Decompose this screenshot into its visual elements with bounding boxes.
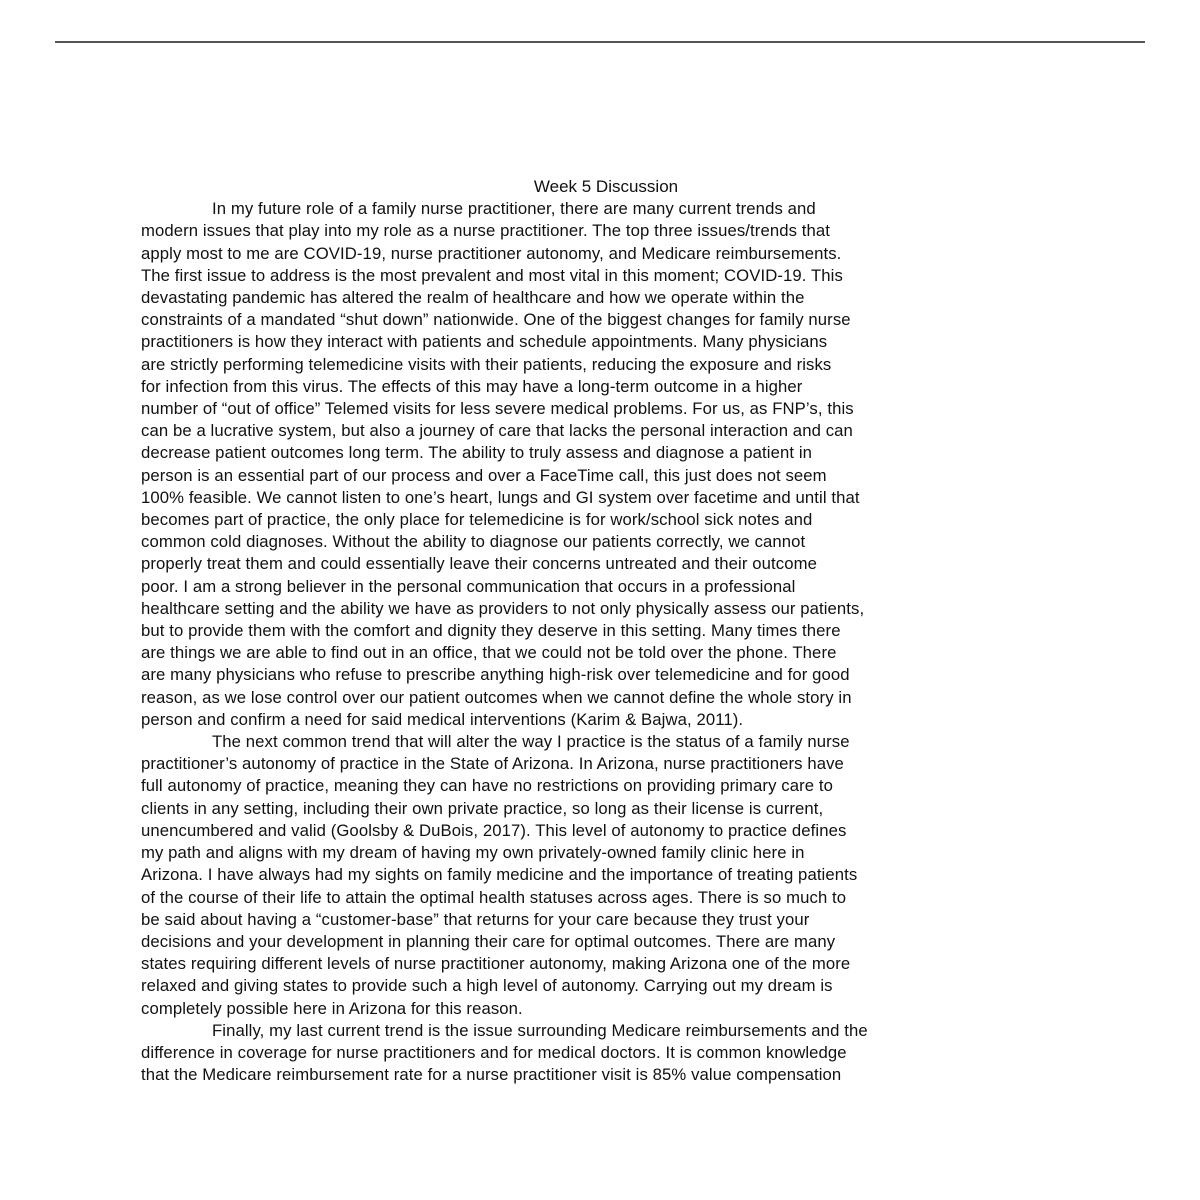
paragraph-line: person is an essential part of our process and over a FaceTime call, this just does not seem bbox=[141, 465, 827, 485]
paragraph-line: Arizona. I have always had my sights on family medicine and the importance of treating patients bbox=[141, 865, 858, 885]
paragraph-line: difference in coverage for nurse practitioners and for medical doctors. It is common knowledge bbox=[141, 1042, 847, 1062]
document-body bbox=[141, 176, 1071, 1086]
paragraph-line: number of “out of office” Telemed visits for less severe medical problems. For us, as FNP’s, this bbox=[141, 399, 854, 419]
paragraph-line: my path and aligns with my dream of having my own privately-owned family clinic here in bbox=[141, 843, 805, 863]
paragraph-line: that the Medicare reimbursement rate for a nurse practitioner visit is 85% value compensation bbox=[141, 1065, 842, 1085]
paragraph-line: for infection from this virus. The effects of this may have a long-term outcome in a higher bbox=[141, 376, 803, 396]
paragraph-2 bbox=[141, 731, 1071, 1020]
paragraph-line: are many physicians who refuse to prescribe anything high-risk over telemedicine and for good bbox=[141, 665, 850, 685]
paragraph-line: full autonomy of practice, meaning they can have no restrictions on providing primary care to bbox=[141, 776, 833, 796]
paragraph-line: of the course of their life to attain the optimal health statuses across ages. There is so much to bbox=[141, 887, 847, 907]
paragraph-line: are things we are able to find out in an office, that we could not be told over the phone. There bbox=[141, 643, 837, 663]
paragraph-line: 100% feasible. We cannot listen to one’s heart, lungs and GI system over facetime and until that bbox=[141, 487, 860, 507]
paragraph-line: decisions and your development in planning their care for optimal outcomes. There are many bbox=[141, 931, 836, 951]
paragraph-line: The first issue to address is the most prevalent and most vital in this moment; COVID-19. This bbox=[141, 265, 843, 285]
paragraph-container bbox=[141, 198, 1071, 1086]
paragraph-line: common cold diagnoses. Without the ability to diagnose our patients correctly, we cannot bbox=[141, 532, 806, 552]
page-top-rule bbox=[55, 41, 1145, 43]
paragraph-line: completely possible here in Arizona for this reason. bbox=[141, 998, 523, 1018]
paragraph-line: be said about having a “customer-base” that returns for your care because they trust your bbox=[141, 909, 810, 929]
paragraph-line: reason, as we lose control over our patient outcomes when we cannot define the whole story in bbox=[141, 687, 852, 707]
paragraph-line: clients in any setting, including their own private practice, so long as their license is current, bbox=[141, 798, 824, 818]
paragraph-line: but to provide them with the comfort and dignity they deserve in this setting. Many times there bbox=[141, 621, 841, 641]
paragraph-line: can be a lucrative system, but also a journey of care that lacks the personal interaction and can bbox=[141, 421, 853, 441]
paragraph-line: The next common trend that will alter the way I practice is the status of a family nurse bbox=[212, 732, 850, 752]
paragraph-line: Finally, my last current trend is the issue surrounding Medicare reimbursements and the bbox=[212, 1020, 868, 1040]
paragraph-line: practitioners is how they interact with patients and schedule appointments. Many physicians bbox=[141, 332, 828, 352]
paragraph-line: relaxed and giving states to provide such a high level of autonomy. Carrying out my dream is bbox=[141, 976, 833, 996]
paragraph-line: properly treat them and could essentially leave their concerns untreated and their outcome bbox=[141, 554, 817, 574]
paragraph-line: devastating pandemic has altered the realm of healthcare and how we operate within the bbox=[141, 288, 805, 308]
paragraph-1 bbox=[141, 198, 1071, 731]
paragraph-line: In my future role of a family nurse practitioner, there are many current trends and bbox=[212, 199, 816, 219]
paragraph-line: are strictly performing telemedicine visits with their patients, reducing the exposure and risks bbox=[141, 354, 832, 374]
paragraph-line: states requiring different levels of nurse practitioner autonomy, making Arizona one of the more bbox=[141, 954, 851, 974]
paragraph-line: person and confirm a need for said medical interventions (Karim & Bajwa, 2011). bbox=[141, 709, 744, 729]
paragraph-line: decrease patient outcomes long term. The ability to truly assess and diagnose a patient in bbox=[141, 443, 813, 463]
paragraph-line: healthcare setting and the ability we have as providers to not only physically assess our patients, bbox=[141, 598, 865, 618]
paragraph-line: constraints of a mandated “shut down” nationwide. One of the biggest changes for family nurse bbox=[141, 310, 851, 330]
paragraph-line: practitioner’s autonomy of practice in the State of Arizona. In Arizona, nurse practitioners have bbox=[141, 754, 844, 774]
paragraph-line: poor. I am a strong believer in the personal communication that occurs in a professional bbox=[141, 576, 796, 596]
document-title: Week 5 Discussion bbox=[533, 177, 679, 196]
paragraph-line: modern issues that play into my role as a nurse practitioner. The top three issues/trends that bbox=[141, 221, 830, 241]
paragraph-line: apply most to me are COVID-19, nurse practitioner autonomy, and Medicare reimbursements. bbox=[141, 243, 842, 263]
paragraph-line: unencumbered and valid (Goolsby & DuBois, 2017). This level of autonomy to practice defines bbox=[141, 820, 847, 840]
paragraph-line: becomes part of practice, the only place for telemedicine is for work/school sick notes and bbox=[141, 510, 813, 530]
paragraph-3 bbox=[141, 1020, 1071, 1087]
